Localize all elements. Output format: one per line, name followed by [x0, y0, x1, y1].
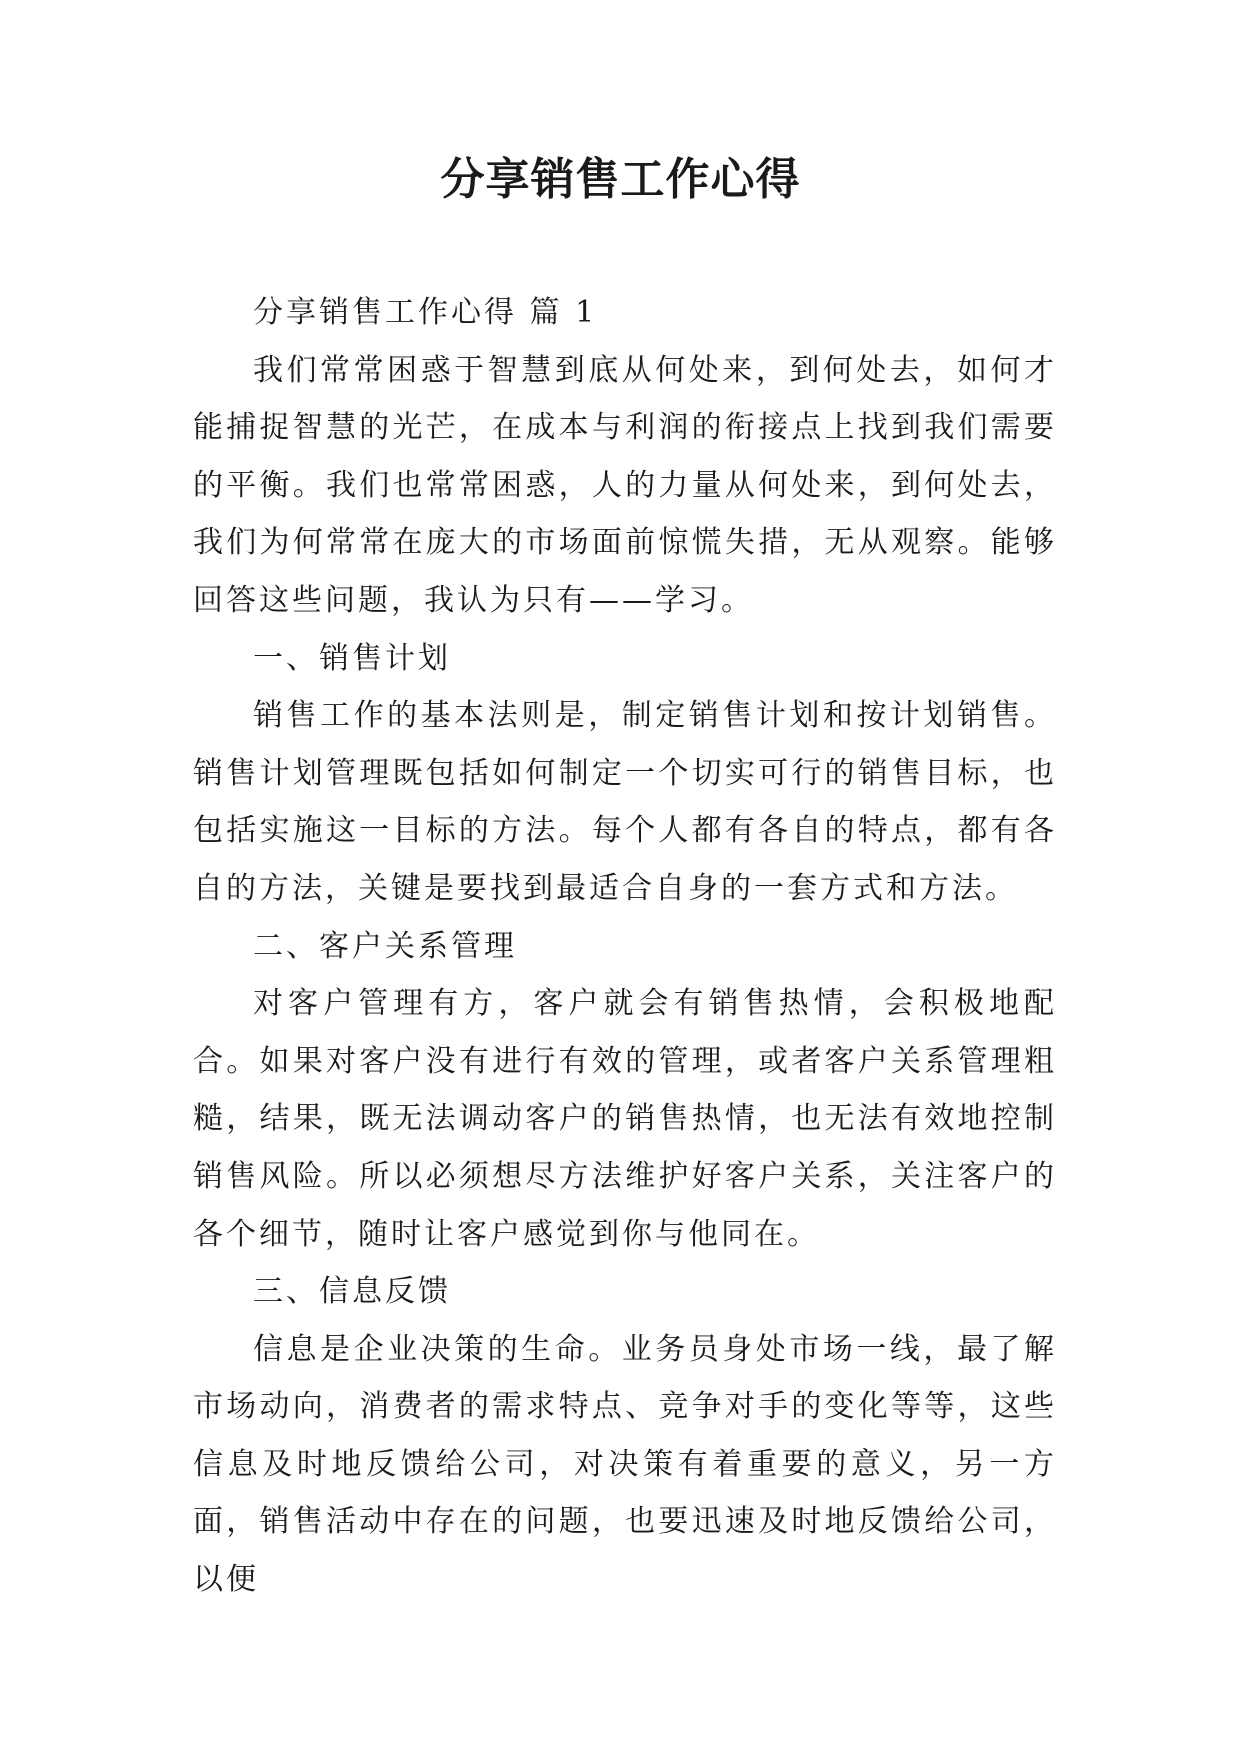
- paragraph-information-feedback: 信息是企业决策的生命。业务员身处市场一线，最了解市场动向，消费者的需求特点、竞争对手的变化等等，这些信息及时地反馈给公司，对决策有着重要的意义，另一方面，销售活动中存在的问题，也要迅速及时地反馈给公司，以便: [193, 1331, 1057, 1598]
- document-body: [193, 284, 1057, 1609]
- section-subtitle: 分享销售工作心得 篇 1: [253, 295, 598, 330]
- paragraph-customer-relations: 对客户管理有方，客户就会有销售热情，会积极地配合。如果对客户没有进行有效的管理，或者客户关系管理粗糙，结果，既无法调动客户的销售热情，也无法有效地控制销售风险。所以必须想尽方法维护好客户关系，关注客户的各个细节，随时让客户感觉到你与他同在。: [193, 986, 1057, 1252]
- heading-information-feedback: 三、信息反馈: [253, 1274, 451, 1310]
- document-title: 分享销售工作心得: [440, 154, 801, 205]
- heading-sales-plan: 一、销售计划: [253, 640, 451, 676]
- paragraph-intro: 我们常常困惑于智慧到底从何处来，到何处去，如何才能捕捉智慧的光芒，在成本与利润的衔接点上找到我们需要的平衡。我们也常常困惑，人的力量从何处来，到何处去，我们为何常常在庞大的市场面前惊慌失措，无从观察。能够回答这些问题，我认为只有——学习。: [193, 352, 1057, 618]
- heading-customer-relations: 二、客户关系管理: [253, 928, 517, 964]
- paragraph-sales-plan: 销售工作的基本法则是，制定销售计划和按计划销售。销售计划管理既包括如何制定一个切实可行的销售目标，也包括实施这一目标的方法。每个人都有各自的特点，都有各自的方法，关键是要找到最适合自身的一套方式和方法。: [193, 698, 1057, 906]
